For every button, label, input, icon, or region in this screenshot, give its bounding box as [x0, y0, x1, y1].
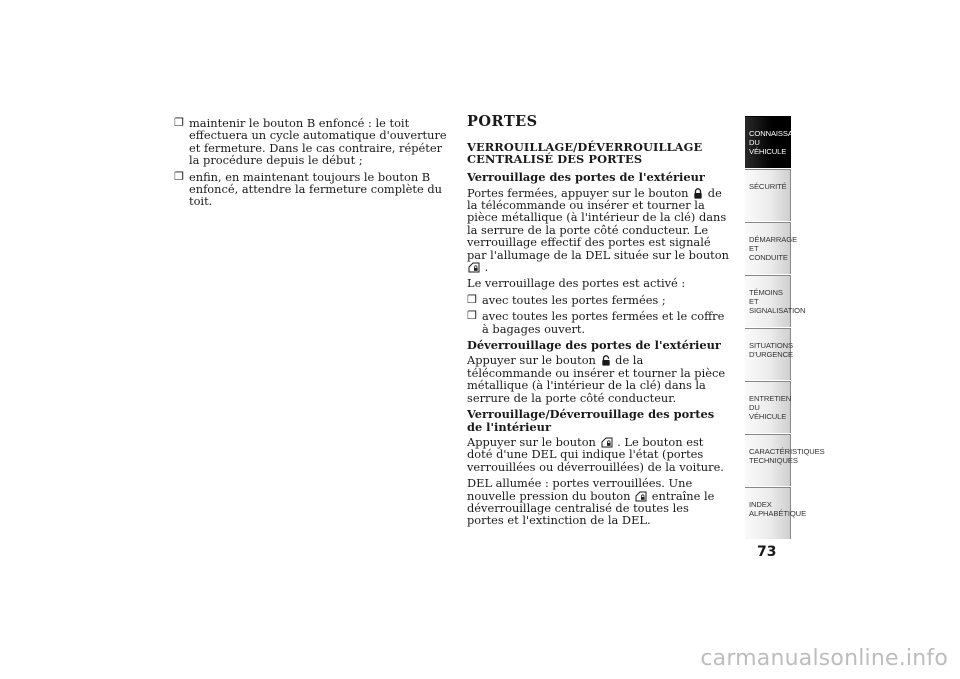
bullet-text: maintenir le bouton B enfoncé : le toit effectuera un cycle automatique d'ouverture et fermeture. Dans le cas contraire, répéter la procédure depuis le début ; — [189, 116, 447, 168]
padlock-closed-icon — [693, 188, 703, 199]
list-item — [174, 171, 456, 208]
subsection-heading: Verrouillage des portes de l'extérieur — [467, 170, 705, 185]
tab-entretien-du-vehicule[interactable]: ENTRETIEN DU VÉHICULE — [745, 381, 791, 433]
list-item — [174, 117, 456, 167]
list-item: ❐ avec toutes les portes fermées ; — [467, 292, 666, 307]
page-title: PORTES — [467, 113, 538, 130]
left-column — [174, 117, 456, 212]
tab-situations-d-urgence[interactable]: SITUATIONS D'URGENCE — [745, 328, 791, 380]
tab-temoins-et-signalisation[interactable]: TÉMOINS ET SIGNALISATION — [745, 275, 791, 327]
paragraph: Appuyer sur le bouton de la télécommande ou insérer et tourner la pièce métallique (à l'intérieur de la clé) dans la serrure de la porte côté conducteur. — [467, 353, 726, 405]
checkbox-bullet-icon: ❐ — [174, 169, 184, 183]
checkbox-bullet-icon: ❐ — [174, 116, 184, 129]
paragraph: Appuyer sur le bouton . Le bouton est doté d'une DEL qui indique l'état (portes verrouillées ou déverrouillées) de la voiture. — [467, 434, 724, 474]
bullet-text: enfin, en maintenant toujours le bouton B enfoncé, attendre la fermeture complète du toit. — [189, 169, 442, 209]
paragraph: Le verrouillage des portes est activé : — [467, 276, 686, 291]
chapter-tabs — [745, 116, 825, 540]
checkbox-bullet-icon: ❐ — [467, 309, 477, 323]
page-number: 73 — [757, 544, 777, 560]
paragraph: DEL allumée : portes verrouillées. Une nouvelle pression du bouton entraîne le déverrouillage centralisé de toutes les portes et l'extinction de la DEL. — [467, 476, 715, 528]
list-item: ❐ avec toutes les portes fermées et le coffre à bagages ouvert. — [467, 309, 725, 336]
car-door-lock-icon — [601, 437, 613, 448]
tab-caracteristiques-techniques[interactable]: CARACTÉRISTIQUES TECHNIQUES — [745, 434, 791, 486]
tab-demarrage-et-conduite[interactable]: DÉMARRAGE ET CONDUITE — [745, 222, 791, 274]
section-title: VERROUILLAGE/DÉVERROUILLAGE CENTRALISÉ DES PORTES — [467, 140, 703, 166]
car-door-lock-icon — [468, 262, 480, 273]
tab-index-alphabetique[interactable]: INDEX ALPHABÉTIQUE — [745, 487, 791, 539]
tab-securite[interactable]: SÉCURITÉ — [745, 169, 791, 221]
right-column — [467, 114, 729, 531]
paragraph: Portes fermées, appuyer sur le bouton de la télécommande ou insérer et tourner la pièce métallique (à l'intérieur de la clé) dans la serrure de la porte côté conducteur. Le verrouillage effectif des portes est signalé par l'allumage de la DEL située sur le bouton . — [467, 185, 729, 275]
watermark: carmanualsonline.info — [700, 646, 948, 671]
tab-connaissance-du-vehicule[interactable]: CONNAISSANCE DU VÉHICULE — [745, 116, 791, 168]
subsection-heading: Déverrouillage des portes de l'extérieur — [467, 338, 721, 353]
padlock-open-icon — [601, 355, 611, 366]
subsection-heading: Verrouillage/Déverrouillage des portes de l'intérieur — [467, 407, 715, 434]
checkbox-bullet-icon: ❐ — [467, 292, 477, 306]
car-door-lock-icon — [635, 491, 647, 502]
